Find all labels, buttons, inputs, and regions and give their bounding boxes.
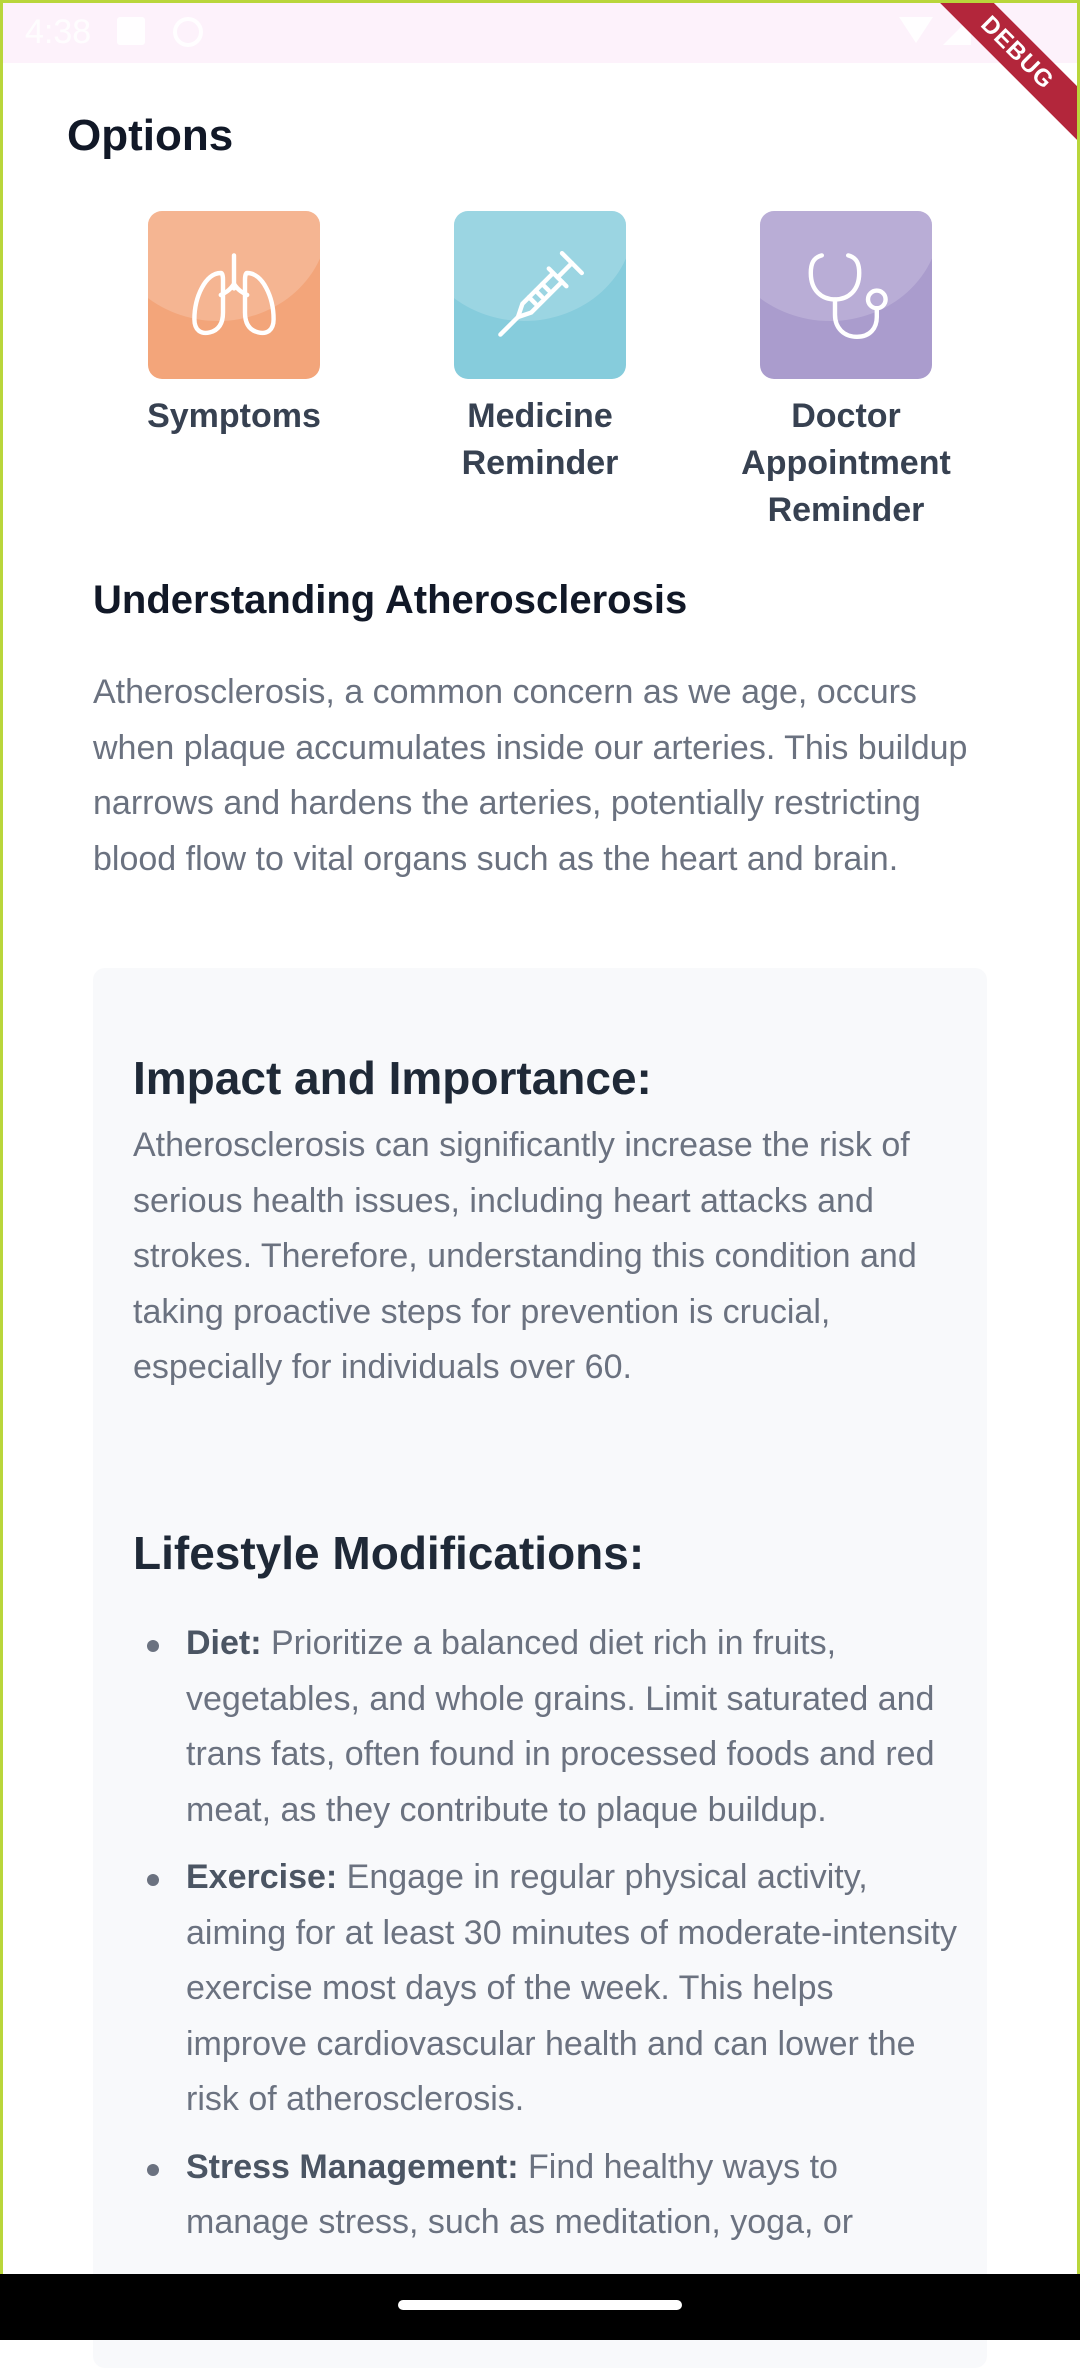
debug-banner-label: DEBUG <box>922 0 1080 148</box>
impact-heading: Impact and Importance: <box>133 1052 652 1104</box>
article-title: Understanding Atherosclerosis <box>93 578 688 622</box>
home-gesture-handle[interactable] <box>398 2300 682 2310</box>
lifestyle-list <box>133 1616 963 2263</box>
debug-banner <box>920 0 1080 160</box>
list-item-stress-management <box>133 2140 963 2251</box>
bullet-dot <box>147 2164 159 2176</box>
list-item-text: Engage in regular physical activity, aiming for at least 30 minutes of moderate-intensity exercise most days of the week. This helps improve cardiovascular health and can lower the risk of atherosclerosis. <box>186 1858 958 2118</box>
sim-card-icon <box>117 17 145 45</box>
option-medicine-reminder[interactable] <box>410 211 670 487</box>
doctor-appointment-tile[interactable] <box>760 211 932 379</box>
status-time: 4:38 <box>25 13 92 51</box>
impact-text: Atherosclerosis can significantly increase the risk of serious health issues, including heart attacks and strokes. Therefore, understanding this condition and taking proactive steps for prevention is crucial, especially for individuals over 60. <box>133 1126 917 1386</box>
list-item-exercise <box>133 1850 963 2128</box>
info-card <box>93 968 987 2368</box>
list-item-text: Prioritize a balanced diet rich in fruits, vegetables, and whole grains. Limit saturated and trans fats, often found in processed foods and red meat, as they contribute to plaque buildup. <box>186 1624 935 1829</box>
option-label-doctor-appointment-reminder: Doctor Appointment Reminder <box>741 397 951 529</box>
list-item-text: Find healthy ways to manage stress, such as meditation, yoga, or <box>186 2147 854 2241</box>
bullet-dot <box>147 1640 159 1652</box>
option-label-symptoms: Symptoms <box>147 397 321 435</box>
syringe-icon <box>485 240 595 350</box>
list-item-diet <box>133 1616 963 1838</box>
list-item-term: Stress Management: <box>186 2147 519 2186</box>
location-icon <box>173 17 203 47</box>
option-doctor-appointment-reminder[interactable] <box>716 211 976 534</box>
option-label-medicine-reminder: Medicine Reminder <box>461 397 619 482</box>
symptoms-tile[interactable] <box>148 211 320 379</box>
article-intro: Atherosclerosis, a common concern as we age, occurs when plaque accumulates inside our arteries. This buildup narrows and hardens the arteries, potentially restricting blood flow to vital organs such as the heart and brain. <box>93 673 968 878</box>
list-item-term: Diet: <box>186 1624 262 1662</box>
list-item-term: Exercise: <box>186 1858 338 1896</box>
options-title: Options <box>67 111 234 160</box>
lungs-icon <box>179 240 289 350</box>
option-symptoms[interactable] <box>104 211 364 440</box>
navigation-bar <box>0 2274 1080 2340</box>
lifestyle-heading: Lifestyle Modifications: <box>133 1527 645 1579</box>
stethoscope-icon <box>791 240 901 350</box>
status-bar <box>3 3 1077 63</box>
medicine-reminder-tile[interactable] <box>454 211 626 379</box>
bullet-dot <box>147 1874 159 1886</box>
